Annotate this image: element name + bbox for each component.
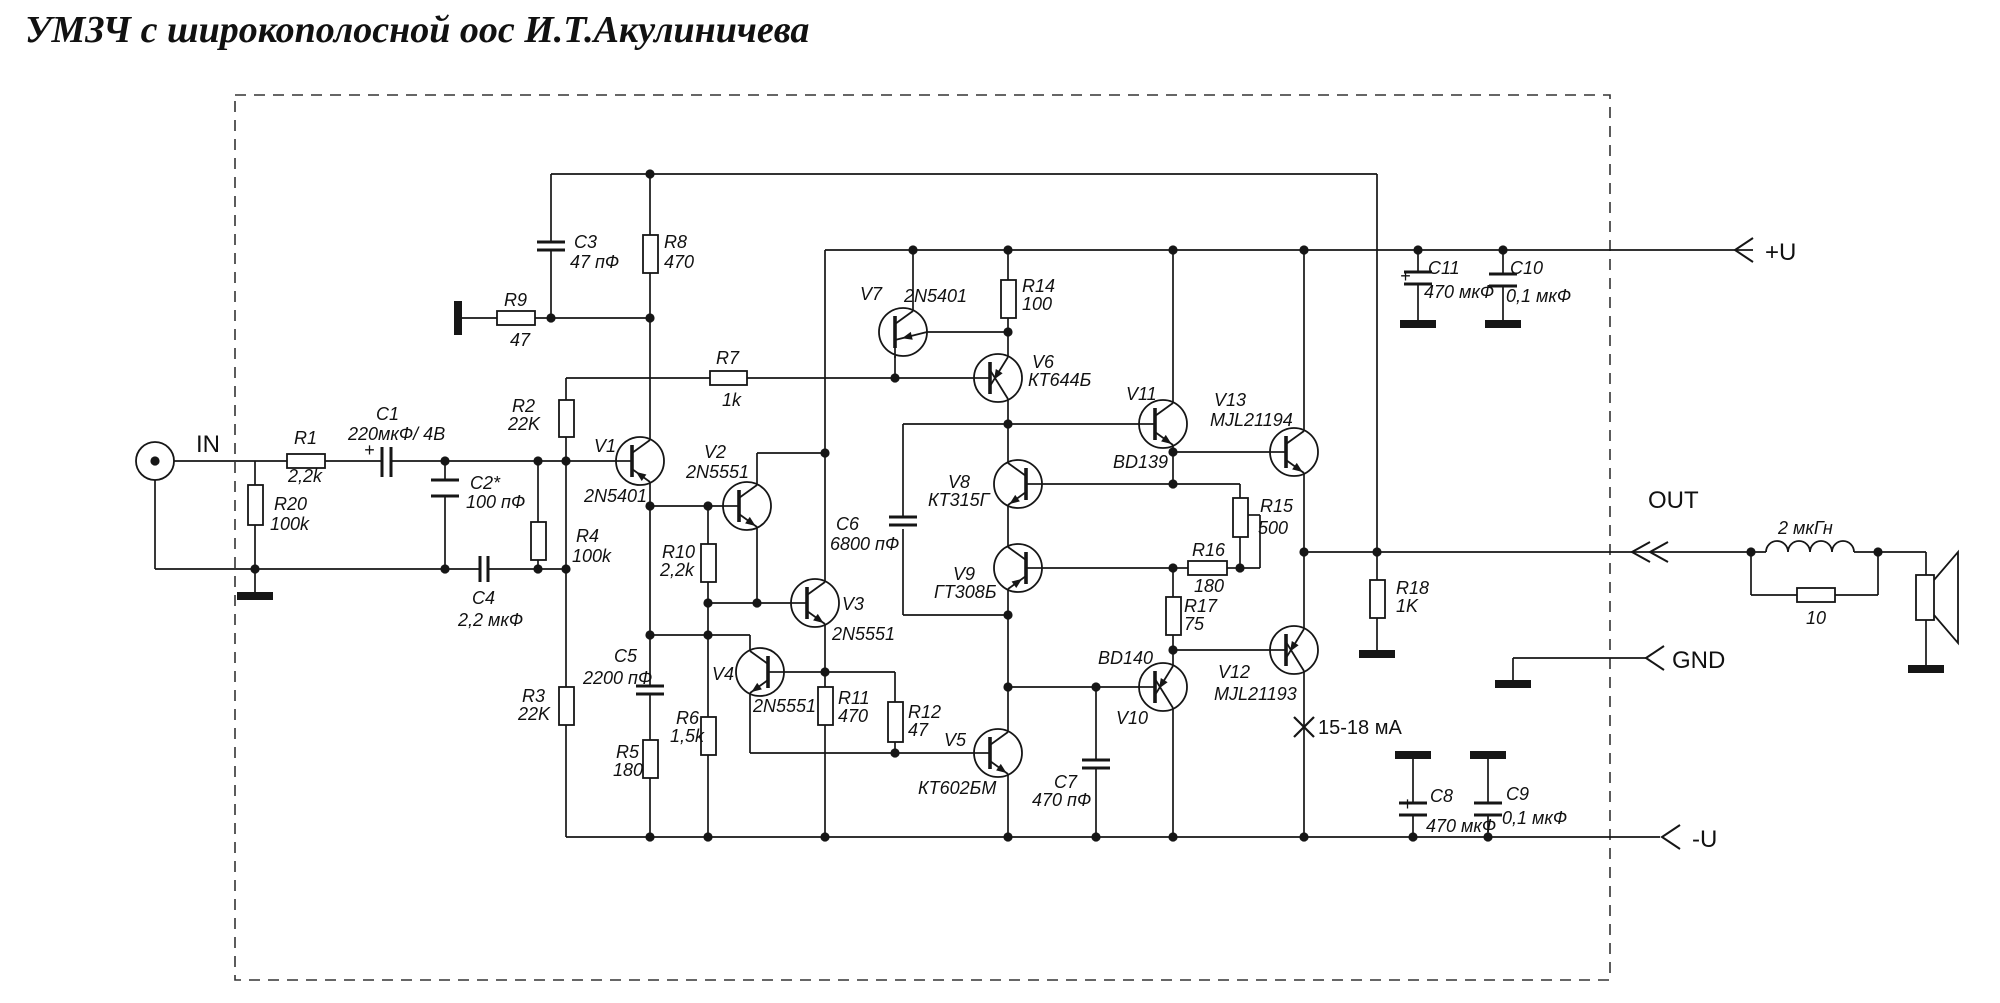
junction-dot xyxy=(1873,547,1882,556)
junction-dot xyxy=(1003,832,1012,841)
label: 22K xyxy=(508,414,541,434)
speaker xyxy=(1916,575,1934,620)
label: 47 xyxy=(510,330,531,350)
label: C3 xyxy=(574,232,598,252)
label: 47 xyxy=(908,720,929,740)
label: R15 xyxy=(1260,496,1294,516)
label: 1K xyxy=(1396,596,1419,616)
junction-dot xyxy=(1003,419,1012,428)
label: MJL21194 xyxy=(1210,410,1293,430)
junction-dot xyxy=(752,598,761,607)
junction-dot xyxy=(645,832,654,841)
label: 2,2 мкФ xyxy=(458,610,524,630)
junction-dot xyxy=(440,564,449,573)
transistor-V4-collector xyxy=(750,651,768,664)
junction-dot xyxy=(1003,327,1012,336)
junction-dot xyxy=(1003,245,1012,254)
junction-dot xyxy=(1168,832,1177,841)
junction-dot xyxy=(820,832,829,841)
transistor-V13-arrow xyxy=(1292,463,1302,472)
resistor-R2 xyxy=(559,400,574,437)
transistor-V11-arrow xyxy=(1161,435,1171,444)
junction-dot xyxy=(1168,479,1177,488)
transistor-V13-collector xyxy=(1286,431,1304,444)
label: V5 xyxy=(944,730,967,750)
resistor-R14 xyxy=(1001,280,1016,318)
label: R11 xyxy=(838,688,870,708)
label: 15-18 мА xyxy=(1318,717,1402,739)
speaker-horn xyxy=(1934,552,1958,643)
label: V6 xyxy=(1032,352,1055,372)
label: 2200 пФ xyxy=(583,668,653,688)
junction-dot xyxy=(533,564,542,573)
label: 0,1 мкФ xyxy=(1502,808,1568,828)
resistor-R5 xyxy=(643,740,658,778)
label: R16 xyxy=(1192,540,1226,560)
label: C4 xyxy=(472,588,496,608)
transistor-V1-arrow xyxy=(636,472,646,481)
transistor-V10-arrow xyxy=(1159,678,1168,689)
junction-dot xyxy=(1091,682,1100,691)
junction-dot xyxy=(1413,245,1422,254)
transistor-V2-collector xyxy=(739,485,757,498)
resistor-R17 xyxy=(1166,597,1181,635)
terminal-arrow xyxy=(1662,825,1680,849)
label: 2,2k xyxy=(288,466,323,486)
junction-dot xyxy=(890,373,899,382)
junction-dot xyxy=(1372,547,1381,556)
resistor-R9 xyxy=(497,311,535,325)
label: R6 xyxy=(676,708,700,728)
junction-dot xyxy=(1299,245,1308,254)
label: V11 xyxy=(1126,384,1157,404)
label: 2N5551 xyxy=(753,696,817,716)
label: V10 xyxy=(1116,708,1149,728)
transistor-V1-collector xyxy=(632,440,650,453)
junction-dot xyxy=(703,832,712,841)
resistor-R12 xyxy=(888,702,903,742)
transistor-V12-arrow xyxy=(1290,641,1299,652)
label: R12 xyxy=(908,702,942,722)
junction-dot xyxy=(703,501,712,510)
transistor-V9-arrow xyxy=(1012,579,1022,588)
label: BD139 xyxy=(1113,452,1169,472)
label: 6800 пФ xyxy=(830,534,900,554)
label: 100k xyxy=(572,546,612,566)
transistor-V2-arrow xyxy=(745,517,755,526)
label: MJL21193 xyxy=(1214,684,1297,704)
junction-dot xyxy=(1235,563,1244,572)
label: R3 xyxy=(522,686,546,706)
ground-symbol xyxy=(1395,751,1431,759)
ground-symbol xyxy=(237,592,273,600)
junction-dot xyxy=(1498,245,1507,254)
label: IN xyxy=(196,431,220,458)
label: R18 xyxy=(1396,578,1430,598)
transistor-V5-collector xyxy=(990,732,1008,745)
resistor-R18 xyxy=(1370,580,1385,618)
resistor-R8 xyxy=(643,235,658,273)
label: 470 xyxy=(838,706,869,726)
label: 47 пФ xyxy=(570,252,620,272)
label: V2 xyxy=(704,442,727,462)
label: V13 xyxy=(1214,390,1247,410)
junction-dot xyxy=(1408,832,1417,841)
label: 100k xyxy=(270,514,310,534)
junction-dot xyxy=(1168,645,1177,654)
ground-symbol xyxy=(1359,650,1395,658)
label: 220мкФ/ 4В xyxy=(348,424,446,444)
label: 2,2k xyxy=(660,560,695,580)
label: C8 xyxy=(1430,786,1454,806)
label: V9 xyxy=(953,564,976,584)
junction-dot xyxy=(1091,832,1100,841)
resistor-R11 xyxy=(818,687,833,725)
junction-dot xyxy=(645,313,654,322)
transistor-V11-collector xyxy=(1155,403,1173,416)
ground-symbol xyxy=(1495,680,1531,688)
label: V1 xyxy=(594,436,617,456)
junction-dot xyxy=(1168,245,1177,254)
transistor-V3-collector xyxy=(807,582,825,595)
label: ГТ308Б xyxy=(934,582,997,602)
label: R14 xyxy=(1022,276,1056,296)
transistor-V7 xyxy=(879,308,927,356)
ground-symbol xyxy=(1470,751,1506,759)
label: C5 xyxy=(614,646,638,666)
ground-symbol xyxy=(1400,320,1436,328)
resistor-R4 xyxy=(531,522,546,560)
junction-dot xyxy=(645,630,654,639)
label: R10 xyxy=(662,542,696,562)
resistor-R3 xyxy=(559,687,574,725)
label: V3 xyxy=(842,594,865,614)
label: 2N5551 xyxy=(832,624,896,644)
junction-dot xyxy=(645,169,654,178)
label: C6 xyxy=(836,514,860,534)
junction-dot xyxy=(561,456,570,465)
label: OUT xyxy=(1648,487,1699,514)
label: R17 xyxy=(1184,596,1218,616)
transistor-V9-collector xyxy=(1008,547,1026,560)
junction-dot xyxy=(533,456,542,465)
label: + xyxy=(1402,794,1413,814)
label: C10 xyxy=(1510,258,1544,278)
junction-dot xyxy=(1168,447,1177,456)
junction-dot xyxy=(890,748,899,757)
junction-dot xyxy=(1299,832,1308,841)
output-inductor xyxy=(1766,541,1854,552)
label: C1 xyxy=(376,404,400,424)
label: 470 мкФ xyxy=(1424,282,1495,302)
junction-dot xyxy=(820,448,829,457)
resistor-R10 xyxy=(701,544,716,582)
label: УМЗЧ с широкополосной оос И.Т.Акулиничева xyxy=(25,9,810,51)
label: 75 xyxy=(1184,614,1205,634)
label: R1 xyxy=(294,428,318,448)
label: 470 мкФ xyxy=(1426,816,1497,836)
junction-dot xyxy=(1746,547,1755,556)
junction-dot xyxy=(561,564,570,573)
transistor-V5-arrow xyxy=(996,764,1006,773)
junction-dot xyxy=(1003,682,1012,691)
label: R2 xyxy=(512,396,536,416)
label: R5 xyxy=(616,742,640,762)
label: C7 xyxy=(1054,772,1078,792)
label: 470 xyxy=(664,252,695,272)
label: + xyxy=(364,440,375,460)
label: C11 xyxy=(1428,258,1460,278)
transistor-V8-collector xyxy=(1008,463,1026,476)
label: C9 xyxy=(1506,784,1530,804)
label: R8 xyxy=(664,232,688,252)
label: 1,5k xyxy=(670,726,705,746)
junction-dot xyxy=(820,667,829,676)
terminal-arrow xyxy=(1646,646,1664,670)
ground-symbol xyxy=(1908,665,1944,673)
label: 2N5401 xyxy=(584,486,648,506)
transistor-V4-arrow xyxy=(751,683,761,692)
input-jack-pin xyxy=(150,456,159,465)
label: КТ315Г xyxy=(928,490,990,510)
resistor-R16 xyxy=(1188,561,1227,575)
label: V12 xyxy=(1218,662,1251,682)
label: 470 пФ xyxy=(1032,790,1092,810)
label: КТ602БМ xyxy=(918,778,997,798)
label: BD140 xyxy=(1098,648,1154,668)
junction-dot xyxy=(908,245,917,254)
junction-dot xyxy=(250,564,259,573)
junction-dot xyxy=(703,598,712,607)
label: R20 xyxy=(274,494,308,514)
label: 1k xyxy=(722,390,742,410)
label: 500 xyxy=(1258,518,1289,538)
label: 180 xyxy=(1194,576,1225,596)
label: 180 xyxy=(613,760,644,780)
label: КТ644Б xyxy=(1028,370,1092,390)
label: + xyxy=(1400,266,1411,286)
junction-dot xyxy=(440,456,449,465)
junction-dot xyxy=(703,630,712,639)
label: V8 xyxy=(948,472,971,492)
resistor-R7 xyxy=(710,371,747,385)
label: 0,1 мкФ xyxy=(1506,286,1572,306)
amplifier-board-outline xyxy=(235,95,1610,980)
label: 100 xyxy=(1022,294,1053,314)
label: +U xyxy=(1765,239,1797,266)
label: -U xyxy=(1692,826,1718,853)
label: 10 xyxy=(1806,608,1827,628)
label: R7 xyxy=(716,348,740,368)
junction-dot xyxy=(1003,610,1012,619)
junction-dot xyxy=(546,313,555,322)
junction-dot xyxy=(1168,563,1177,572)
ground-symbol xyxy=(454,301,462,335)
label: R4 xyxy=(576,526,600,546)
transistor-V3-arrow xyxy=(813,614,823,623)
label: 2 мкГн xyxy=(1778,518,1833,538)
transistor-V8-arrow xyxy=(1009,495,1019,504)
transistor-V7-collector xyxy=(895,311,913,324)
resistor-R20 xyxy=(248,485,263,525)
resistor-R15 xyxy=(1233,498,1248,537)
resistor-Rout xyxy=(1797,588,1835,602)
ground-symbol xyxy=(1485,320,1521,328)
label: R9 xyxy=(504,290,528,310)
label: 2N5401 xyxy=(904,286,968,306)
label: 22K xyxy=(518,704,551,724)
label: C2* xyxy=(470,473,501,493)
label: 2N5551 xyxy=(686,462,750,482)
junction-dot xyxy=(1299,547,1308,556)
label: V7 xyxy=(860,284,883,304)
transistor-V6-arrow xyxy=(994,369,1003,380)
label: GND xyxy=(1672,647,1726,674)
label: V4 xyxy=(712,664,735,684)
label: 100 пФ xyxy=(466,492,526,512)
